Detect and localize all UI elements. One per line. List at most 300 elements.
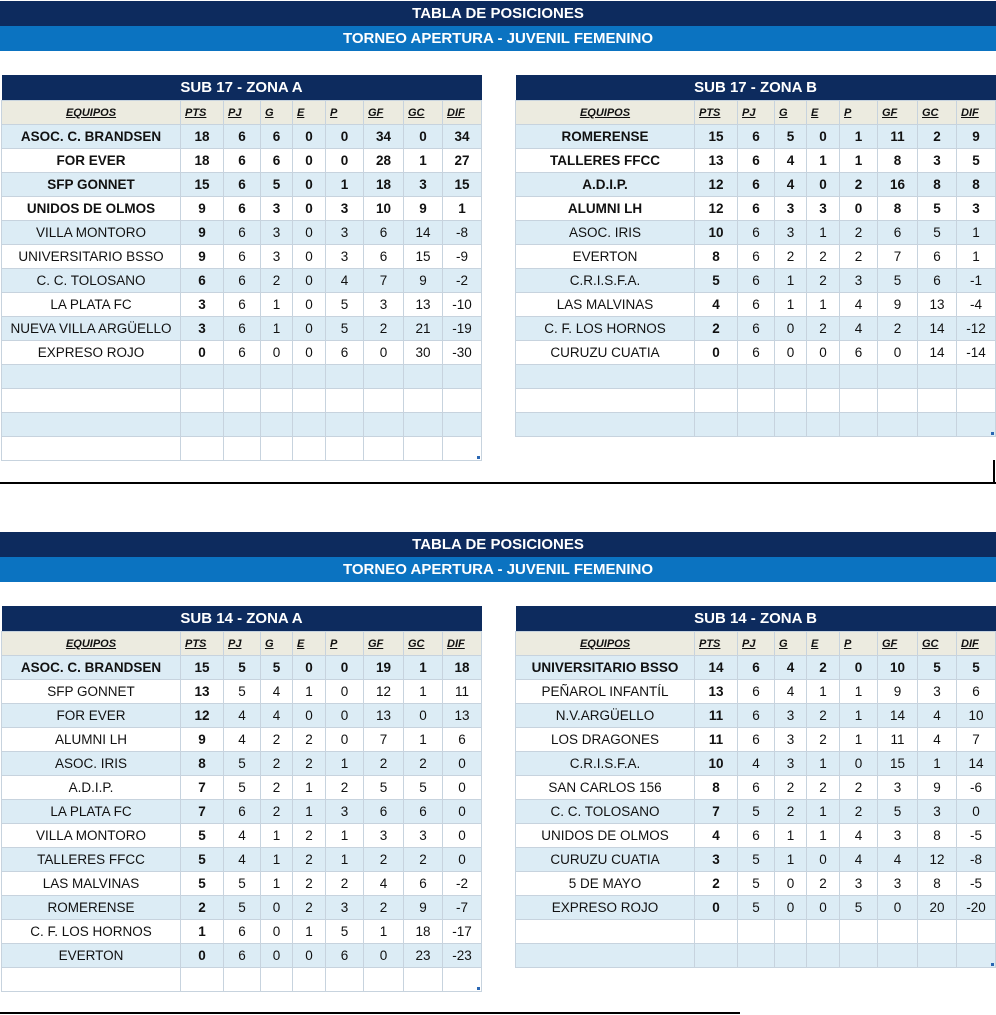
table-row: [516, 197, 996, 221]
stat-gc: 3: [404, 824, 443, 848]
stat-gf: 6: [364, 245, 404, 269]
stat-pj: 4: [224, 728, 261, 752]
stat-dif: 7: [957, 728, 996, 752]
empty-cell: [840, 413, 878, 437]
table-row: [516, 245, 996, 269]
stat-pj: 5: [738, 872, 775, 896]
stat-e: 0: [807, 173, 840, 197]
stat-p: 1: [326, 173, 364, 197]
stat-dif: 27: [443, 149, 482, 173]
empty-cell: [364, 968, 404, 992]
stat-p: 4: [840, 848, 878, 872]
empty-cell: [404, 413, 443, 437]
table-row: [516, 872, 996, 896]
stat-dif: 9: [957, 125, 996, 149]
empty-cell: [224, 437, 261, 461]
stat-pj: 6: [738, 341, 775, 365]
empty-cell: [181, 365, 224, 389]
empty-cell: [918, 413, 957, 437]
stat-pts: 0: [181, 944, 224, 968]
empty-row: [2, 968, 482, 992]
stat-dif: -12: [957, 317, 996, 341]
empty-cell: [738, 389, 775, 413]
stat-pj: 4: [738, 752, 775, 776]
stat-p: 4: [840, 293, 878, 317]
stat-e: 2: [807, 656, 840, 680]
team-name: SFP GONNET: [2, 680, 181, 704]
stat-gf: 14: [878, 704, 918, 728]
stat-pj: 6: [224, 944, 261, 968]
column-header-pj: PJ: [224, 101, 261, 125]
stat-p: 1: [840, 728, 878, 752]
stat-e: 1: [807, 752, 840, 776]
empty-cell: [224, 413, 261, 437]
table-row: [516, 824, 996, 848]
stat-e: 2: [807, 704, 840, 728]
empty-cell: [443, 968, 482, 992]
stat-dif: -17: [443, 920, 482, 944]
stat-e: 1: [807, 824, 840, 848]
stat-e: 2: [293, 896, 326, 920]
stat-gf: 3: [364, 293, 404, 317]
stat-gf: 7: [364, 269, 404, 293]
empty-cell: [918, 365, 957, 389]
column-header-g: G: [261, 101, 293, 125]
stat-g: 1: [775, 293, 807, 317]
stat-dif: 6: [957, 680, 996, 704]
stat-gc: 18: [404, 920, 443, 944]
empty-cell: [840, 920, 878, 944]
stat-pts: 4: [695, 824, 738, 848]
empty-cell: [695, 389, 738, 413]
stat-p: 4: [326, 269, 364, 293]
stat-gc: 9: [918, 776, 957, 800]
stat-gc: 0: [404, 125, 443, 149]
stat-dif: 0: [957, 800, 996, 824]
standings-table-sub17-zona-b: [515, 75, 996, 437]
stat-g: 3: [775, 704, 807, 728]
stat-p: 3: [326, 245, 364, 269]
table-row: [2, 728, 482, 752]
table-row: [2, 824, 482, 848]
column-header-dif: DIF: [957, 632, 996, 656]
bottom-line: [0, 1012, 740, 1014]
team-name: LAS MALVINAS: [516, 293, 695, 317]
stat-pts: 5: [181, 824, 224, 848]
column-header-g: G: [775, 632, 807, 656]
empty-cell: [261, 389, 293, 413]
stat-p: 5: [326, 317, 364, 341]
stat-dif: 1: [443, 197, 482, 221]
section-1-title: TABLA DE POSICIONES: [0, 1, 996, 26]
standings-table-sub17-zona-a: [1, 75, 482, 461]
stat-gc: 14: [404, 221, 443, 245]
table-row: [516, 173, 996, 197]
empty-cell: [443, 365, 482, 389]
team-name: 5 DE MAYO: [516, 872, 695, 896]
stat-dif: -2: [443, 872, 482, 896]
stat-g: 0: [775, 896, 807, 920]
team-name: ASOC. C. BRANDSEN: [2, 125, 181, 149]
empty-cell: [224, 389, 261, 413]
stat-e: 2: [293, 728, 326, 752]
stat-gf: 6: [364, 221, 404, 245]
stat-gc: 12: [918, 848, 957, 872]
empty-cell: [2, 389, 181, 413]
column-header-p: P: [326, 632, 364, 656]
stat-p: 3: [326, 800, 364, 824]
table-title: SUB 14 - ZONA A: [2, 606, 482, 632]
stat-gf: 7: [364, 728, 404, 752]
resize-handle-icon: [991, 432, 994, 435]
stat-pts: 18: [181, 149, 224, 173]
team-name: ASOC. IRIS: [2, 752, 181, 776]
stat-pj: 5: [738, 896, 775, 920]
stat-g: 0: [261, 341, 293, 365]
stat-pj: 6: [224, 221, 261, 245]
column-header-pj: PJ: [224, 632, 261, 656]
table-row: [516, 848, 996, 872]
stat-pts: 3: [181, 317, 224, 341]
stat-e: 0: [807, 341, 840, 365]
empty-cell: [738, 944, 775, 968]
stat-gc: 9: [404, 269, 443, 293]
stat-p: 0: [326, 125, 364, 149]
stat-pts: 13: [695, 149, 738, 173]
resize-handle-icon: [477, 987, 480, 990]
page-break-corner: [993, 460, 995, 484]
empty-cell: [738, 413, 775, 437]
empty-cell: [878, 389, 918, 413]
stat-pts: 5: [695, 269, 738, 293]
empty-cell: [224, 968, 261, 992]
stat-p: 3: [840, 269, 878, 293]
stat-e: 1: [293, 680, 326, 704]
stat-g: 4: [775, 656, 807, 680]
stat-p: 3: [326, 896, 364, 920]
table-row: [516, 149, 996, 173]
stat-pj: 6: [738, 173, 775, 197]
empty-cell: [364, 413, 404, 437]
stat-p: 5: [326, 293, 364, 317]
stat-dif: -14: [957, 341, 996, 365]
team-name: NUEVA VILLA ARGÜELLO: [2, 317, 181, 341]
empty-cell: [775, 389, 807, 413]
stat-pts: 9: [181, 245, 224, 269]
stat-gc: 6: [404, 800, 443, 824]
stat-pj: 5: [224, 776, 261, 800]
table-row: [2, 341, 482, 365]
stat-pj: 6: [738, 245, 775, 269]
stat-pts: 2: [181, 896, 224, 920]
stat-gc: 21: [404, 317, 443, 341]
stat-pts: 7: [181, 800, 224, 824]
team-name: A.D.I.P.: [2, 776, 181, 800]
empty-cell: [807, 389, 840, 413]
empty-cell: [516, 389, 695, 413]
stat-gc: 6: [918, 269, 957, 293]
stat-dif: -6: [957, 776, 996, 800]
stat-g: 2: [261, 800, 293, 824]
team-name: C. C. TOLOSANO: [516, 800, 695, 824]
team-name: UNIVERSITARIO BSSO: [516, 656, 695, 680]
stat-e: 0: [293, 293, 326, 317]
stat-g: 2: [261, 776, 293, 800]
stat-gf: 6: [878, 221, 918, 245]
stat-dif: 0: [443, 752, 482, 776]
stat-gf: 4: [878, 848, 918, 872]
column-header-e: E: [293, 632, 326, 656]
stat-pts: 2: [695, 872, 738, 896]
empty-cell: [293, 968, 326, 992]
column-header-e: E: [293, 101, 326, 125]
stat-gc: 8: [918, 824, 957, 848]
team-name: A.D.I.P.: [516, 173, 695, 197]
empty-row: [2, 365, 482, 389]
stat-pj: 6: [224, 173, 261, 197]
empty-cell: [516, 944, 695, 968]
empty-cell: [181, 389, 224, 413]
stat-gf: 2: [364, 896, 404, 920]
column-header-pj: PJ: [738, 632, 775, 656]
empty-cell: [404, 437, 443, 461]
stat-pj: 5: [224, 680, 261, 704]
stat-g: 0: [261, 944, 293, 968]
stat-p: 1: [840, 125, 878, 149]
stat-gc: 8: [918, 173, 957, 197]
stat-pj: 6: [224, 920, 261, 944]
stat-pts: 6: [181, 269, 224, 293]
stat-gc: 6: [404, 872, 443, 896]
team-name: EVERTON: [2, 944, 181, 968]
stat-p: 2: [840, 776, 878, 800]
table-row: [2, 800, 482, 824]
empty-cell: [2, 365, 181, 389]
stat-g: 3: [775, 752, 807, 776]
stat-gf: 4: [364, 872, 404, 896]
stat-e: 1: [293, 776, 326, 800]
empty-cell: [918, 944, 957, 968]
stat-p: 0: [840, 752, 878, 776]
stat-g: 5: [261, 173, 293, 197]
stat-gc: 6: [918, 245, 957, 269]
empty-cell: [957, 413, 996, 437]
stat-gc: 2: [918, 125, 957, 149]
empty-cell: [878, 413, 918, 437]
stat-gf: 13: [364, 704, 404, 728]
stat-e: 2: [293, 824, 326, 848]
team-name: ROMERENSE: [516, 125, 695, 149]
empty-cell: [364, 389, 404, 413]
empty-cell: [695, 413, 738, 437]
empty-cell: [181, 437, 224, 461]
stat-pts: 18: [181, 125, 224, 149]
stat-g: 1: [775, 848, 807, 872]
team-name: C.R.I.S.F.A.: [516, 269, 695, 293]
stat-gc: 3: [918, 680, 957, 704]
table-row: [2, 221, 482, 245]
stat-e: 0: [293, 173, 326, 197]
stat-p: 0: [840, 656, 878, 680]
stat-pj: 6: [738, 149, 775, 173]
stat-pts: 15: [181, 656, 224, 680]
column-header-gc: GC: [404, 632, 443, 656]
team-name: TALLERES FFCC: [516, 149, 695, 173]
empty-cell: [775, 365, 807, 389]
stat-pts: 0: [181, 341, 224, 365]
stat-pts: 9: [181, 728, 224, 752]
stat-pts: 11: [695, 728, 738, 752]
stat-pts: 10: [695, 752, 738, 776]
team-name: C. F. LOS HORNOS: [2, 920, 181, 944]
stat-gc: 14: [918, 341, 957, 365]
stat-gf: 3: [878, 824, 918, 848]
stat-gc: 23: [404, 944, 443, 968]
stat-gc: 3: [404, 173, 443, 197]
table-title: SUB 17 - ZONA A: [2, 75, 482, 101]
team-name: ASOC. C. BRANDSEN: [2, 656, 181, 680]
empty-row: [516, 389, 996, 413]
empty-cell: [404, 365, 443, 389]
stat-g: 0: [261, 920, 293, 944]
empty-row: [2, 389, 482, 413]
stat-gc: 2: [404, 848, 443, 872]
empty-cell: [181, 968, 224, 992]
stat-pts: 2: [695, 317, 738, 341]
column-header-g: G: [775, 101, 807, 125]
stat-dif: -4: [957, 293, 996, 317]
stat-pj: 6: [224, 341, 261, 365]
stat-e: 1: [293, 800, 326, 824]
stat-pts: 7: [695, 800, 738, 824]
empty-cell: [2, 437, 181, 461]
stat-gf: 16: [878, 173, 918, 197]
table-row: [2, 896, 482, 920]
stat-g: 1: [261, 848, 293, 872]
team-name: SFP GONNET: [2, 173, 181, 197]
table-row: [2, 872, 482, 896]
stat-p: 0: [326, 149, 364, 173]
column-header-g: G: [261, 632, 293, 656]
column-header-p: P: [840, 101, 878, 125]
empty-cell: [695, 920, 738, 944]
stat-gc: 3: [918, 800, 957, 824]
stat-gf: 0: [878, 896, 918, 920]
column-header-gc: GC: [918, 632, 957, 656]
stat-p: 2: [326, 776, 364, 800]
empty-row: [2, 413, 482, 437]
stat-pts: 12: [181, 704, 224, 728]
stat-g: 2: [775, 245, 807, 269]
stat-p: 0: [326, 704, 364, 728]
column-header-gc: GC: [404, 101, 443, 125]
table-row: [516, 752, 996, 776]
stat-p: 0: [326, 656, 364, 680]
stat-dif: 0: [443, 800, 482, 824]
stat-gf: 5: [878, 269, 918, 293]
stat-e: 1: [807, 293, 840, 317]
team-name: FOR EVER: [2, 149, 181, 173]
empty-cell: [957, 389, 996, 413]
stat-gc: 2: [404, 752, 443, 776]
stat-gf: 10: [364, 197, 404, 221]
column-header-equipos: EQUIPOS: [516, 101, 695, 125]
empty-cell: [364, 437, 404, 461]
stat-e: 0: [807, 125, 840, 149]
stat-g: 3: [775, 728, 807, 752]
empty-cell: [326, 413, 364, 437]
stat-p: 3: [840, 872, 878, 896]
empty-cell: [878, 944, 918, 968]
stat-dif: -9: [443, 245, 482, 269]
stat-pj: 6: [224, 197, 261, 221]
stat-p: 2: [326, 872, 364, 896]
team-name: CURUZU CUATIA: [516, 848, 695, 872]
team-name: FOR EVER: [2, 704, 181, 728]
stat-e: 2: [293, 872, 326, 896]
stat-pj: 6: [738, 125, 775, 149]
stat-dif: 10: [957, 704, 996, 728]
stat-p: 2: [840, 173, 878, 197]
stat-pts: 0: [695, 896, 738, 920]
empty-cell: [516, 920, 695, 944]
stat-e: 0: [807, 848, 840, 872]
stat-pj: 6: [738, 776, 775, 800]
table-row: [516, 221, 996, 245]
empty-row: [2, 437, 482, 461]
stat-dif: -7: [443, 896, 482, 920]
empty-cell: [443, 413, 482, 437]
column-header-p: P: [326, 101, 364, 125]
stat-pj: 6: [738, 221, 775, 245]
empty-row: [516, 365, 996, 389]
table-row: [516, 656, 996, 680]
empty-row: [516, 413, 996, 437]
stat-dif: 5: [957, 149, 996, 173]
stat-g: 5: [261, 656, 293, 680]
stat-e: 3: [807, 197, 840, 221]
stat-gf: 5: [364, 776, 404, 800]
stat-pj: 5: [224, 896, 261, 920]
stat-p: 5: [326, 920, 364, 944]
stat-g: 6: [261, 125, 293, 149]
stat-pj: 6: [738, 728, 775, 752]
stat-pts: 8: [695, 245, 738, 269]
team-name: EXPRESO ROJO: [2, 341, 181, 365]
stat-pts: 3: [181, 293, 224, 317]
team-name: PEÑAROL INFANTÍL: [516, 680, 695, 704]
team-name: LAS MALVINAS: [2, 872, 181, 896]
stat-dif: -5: [957, 872, 996, 896]
empty-cell: [224, 365, 261, 389]
empty-cell: [293, 389, 326, 413]
column-header-p: P: [840, 632, 878, 656]
stat-gc: 13: [918, 293, 957, 317]
table-row: [2, 293, 482, 317]
stat-g: 2: [261, 752, 293, 776]
stat-gf: 34: [364, 125, 404, 149]
empty-cell: [181, 413, 224, 437]
stat-dif: -5: [957, 824, 996, 848]
column-header-pts: PTS: [695, 101, 738, 125]
stat-pj: 6: [738, 680, 775, 704]
stat-p: 4: [840, 824, 878, 848]
stat-g: 3: [775, 221, 807, 245]
table-row: [2, 149, 482, 173]
team-name: ASOC. IRIS: [516, 221, 695, 245]
stat-e: 2: [807, 872, 840, 896]
empty-cell: [261, 365, 293, 389]
